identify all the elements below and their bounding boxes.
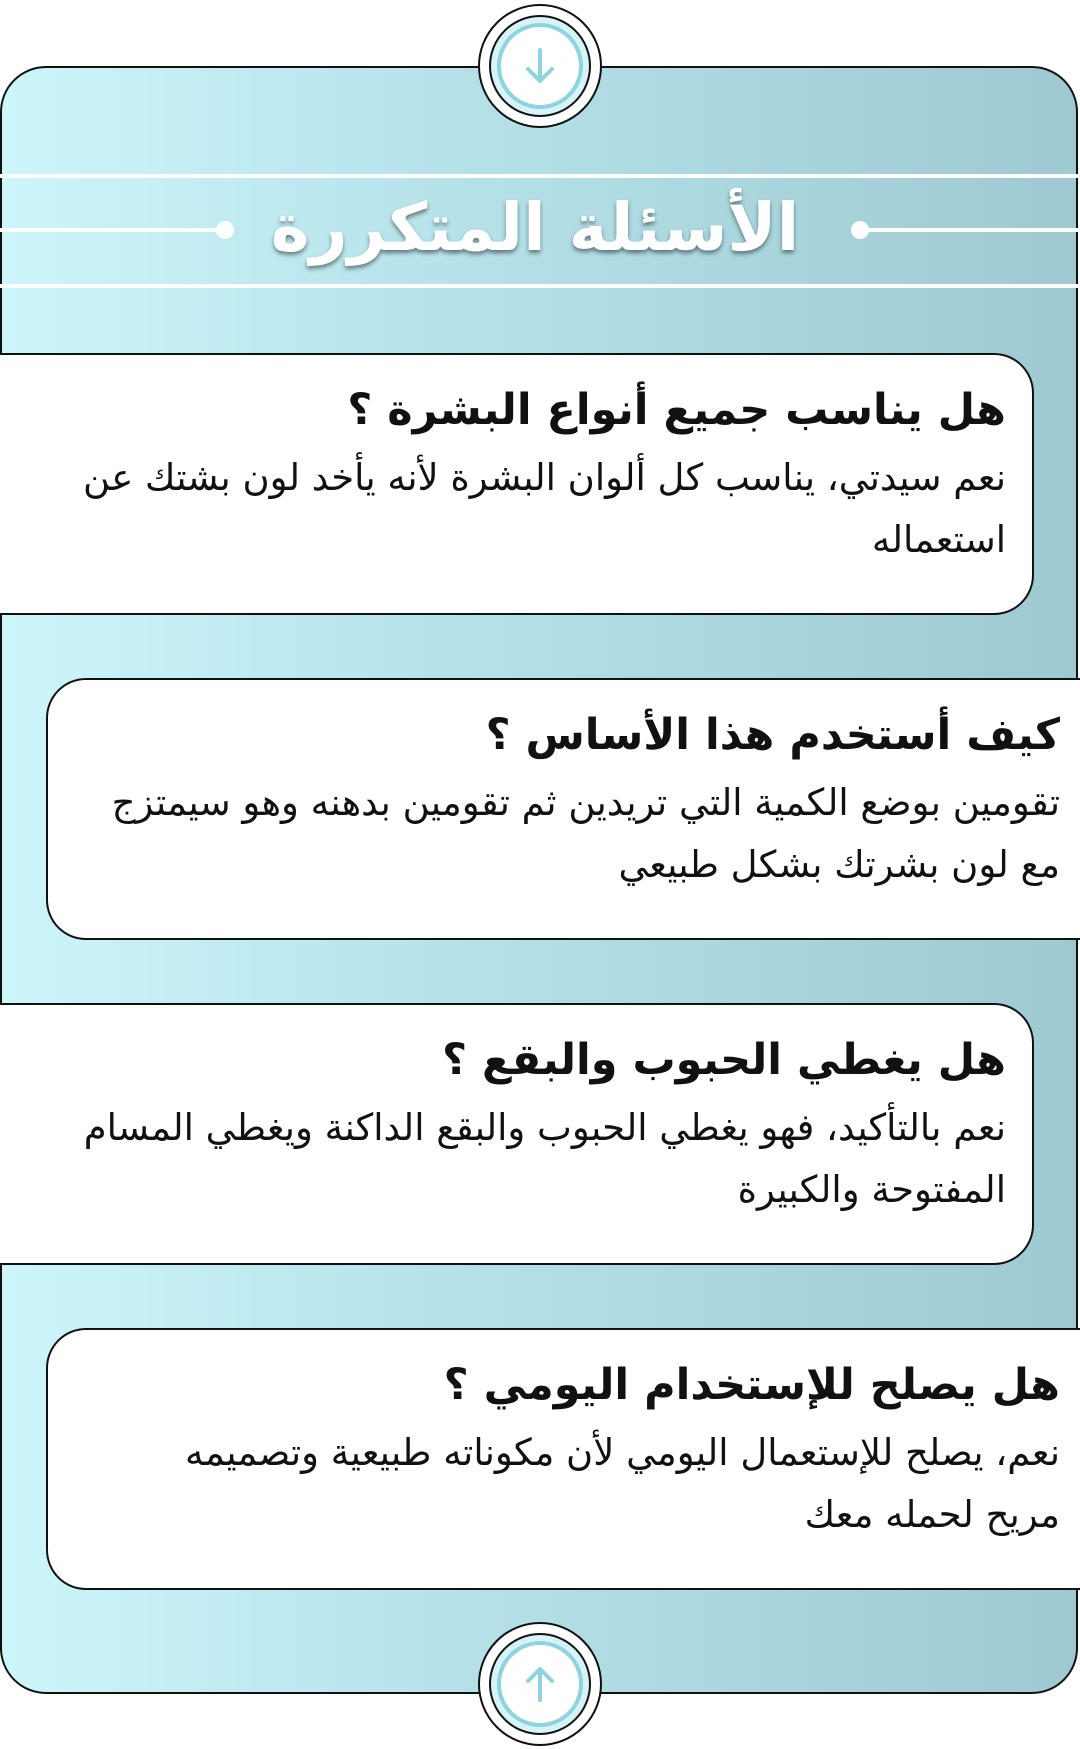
title-left-dot <box>216 221 234 239</box>
scroll-up-button-ring <box>489 1633 591 1735</box>
title-right-dot <box>851 221 869 239</box>
scroll-up-button[interactable] <box>478 1622 602 1746</box>
title-bottom-line <box>0 284 1080 288</box>
scroll-down-button-ring <box>489 15 591 117</box>
arrow-up-icon <box>517 1661 563 1707</box>
faq-item-coverage[interactable] <box>0 1003 1034 1265</box>
scroll-down-button-face <box>497 23 583 109</box>
faq-answer: نعم بالتأكيد، فهو يغطي الحبوب والبقع الداكنة ويغطي المسام المفتوحة والكبيرة <box>83 1106 1006 1211</box>
title-right-line <box>858 228 1080 232</box>
faq-answer: نعم سيدتي، يناسب كل ألوان البشرة لأنه يأخد لون بشتك عن استعماله <box>83 456 1006 561</box>
faq-answer: نعم، يصلح للإستعمال اليومي لأن مكوناته طبيعية وتصميمه مريح لحمله معك <box>185 1431 1060 1536</box>
faq-question: كيف أستخدم هذا الأساس ؟ <box>485 710 1060 760</box>
scroll-down-button[interactable] <box>478 4 602 128</box>
faq-answer: تقومين بوضع الكمية التي تريدين ثم تقومين بدهنه وهو سيمتزج مع لون بشرتك بشكل طبيعي <box>111 781 1060 886</box>
faq-item-skin-types[interactable] <box>0 353 1034 615</box>
faq-question: هل يناسب جميع أنواع البشرة ؟ <box>347 385 1006 435</box>
faq-question: هل يصلح للإستخدام اليومي ؟ <box>443 1360 1060 1410</box>
faq-item-daily-use[interactable] <box>46 1328 1080 1590</box>
faq-item-how-to-use[interactable] <box>46 678 1080 940</box>
title-left-line <box>0 228 225 232</box>
scroll-up-button-face <box>497 1641 583 1727</box>
page-title: الأسئلة المتكررة <box>270 189 800 266</box>
arrow-down-icon <box>517 43 563 89</box>
faq-question: هل يغطي الحبوب والبقع ؟ <box>442 1035 1006 1085</box>
